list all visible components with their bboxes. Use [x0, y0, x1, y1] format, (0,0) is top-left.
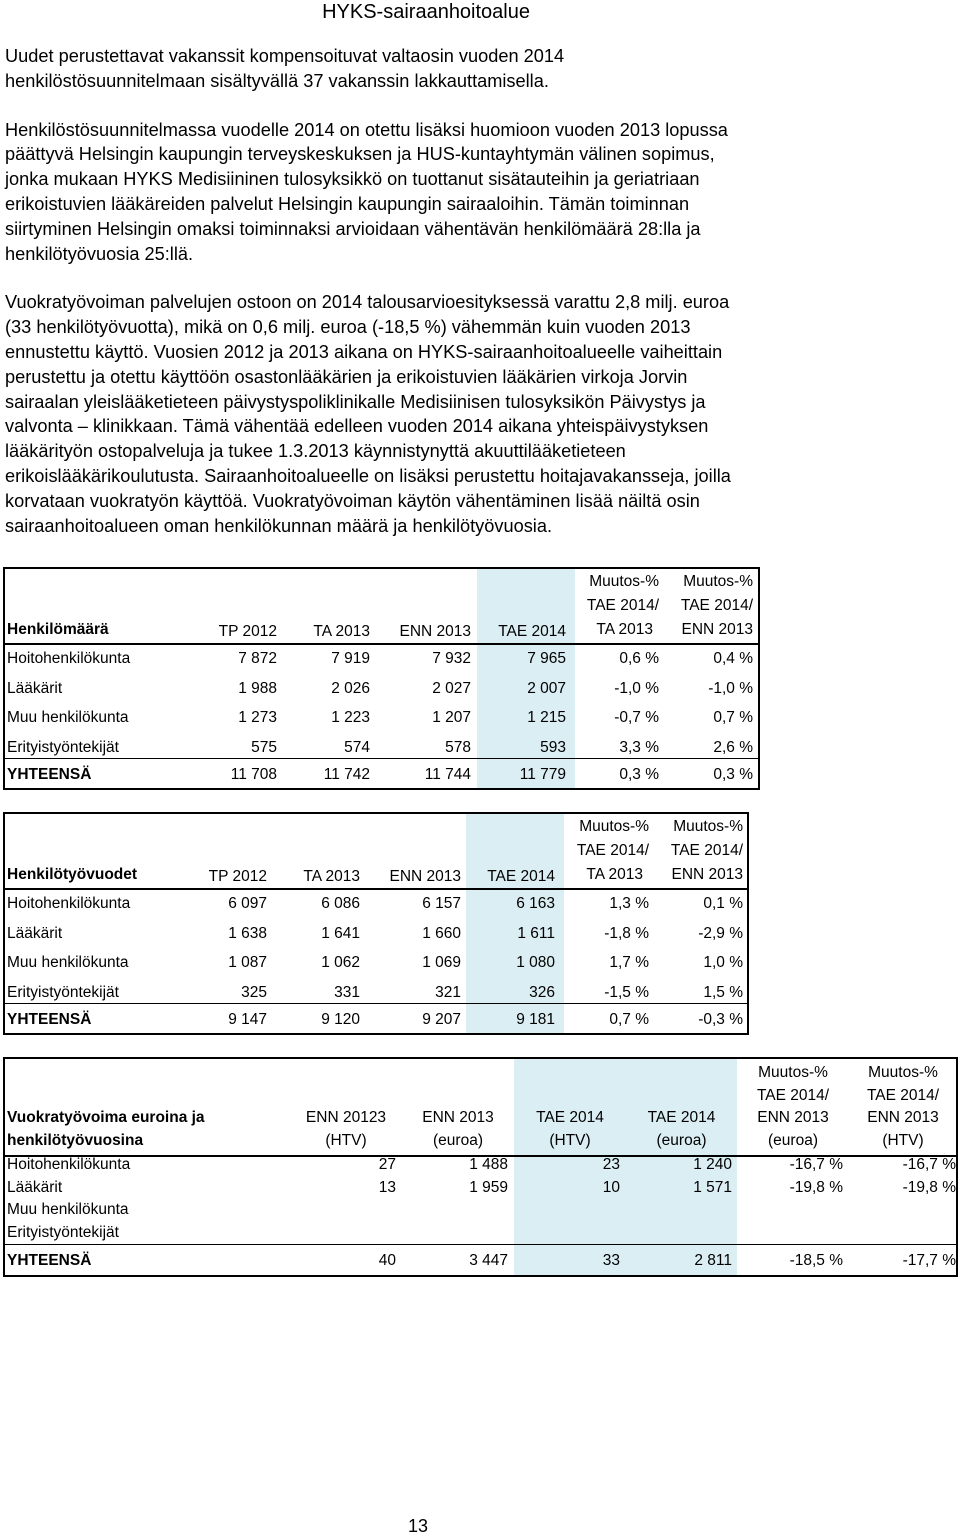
column-header: ENN 2013 [422, 1109, 494, 1126]
table-cell: 593 [540, 738, 566, 756]
table-cell: 40 [378, 1252, 396, 1269]
table-cell: 1,5 % [703, 983, 743, 1001]
table-cell: -1,8 % [604, 924, 649, 942]
table-cell: 2 007 [527, 679, 566, 697]
column-header: TAE 2014/ [586, 597, 659, 614]
column-header: ENN 2013 [757, 1109, 829, 1126]
table-cell: 1 660 [422, 924, 461, 942]
body-text [5, 44, 955, 562]
table-cell: -0,7 % [614, 709, 659, 726]
table-cell: 1 080 [516, 954, 555, 971]
column-header: Muutos-% [868, 1064, 938, 1081]
text-line: henkilöstösuunnitelmaan sisältyvällä 37 vakanssin lakkauttamisella. [5, 70, 549, 91]
column-header: (HTV) [549, 1132, 591, 1149]
table-cell: 11 742 [323, 766, 370, 783]
table-cell: 3 447 [469, 1252, 508, 1269]
table-cell: 1,0 % [703, 954, 743, 971]
column-header: (euroa) [768, 1132, 818, 1149]
text-line: päättyvä Helsingin kaupungin terveyskeskuksen ja HUS-kuntayhtymän välinen sopimus, [5, 144, 715, 165]
table-cell: 9 207 [422, 1011, 461, 1028]
row-label: YHTEENSÄ [7, 766, 92, 783]
table-cell: 6 163 [516, 895, 555, 912]
table-cell: -1,0 % [708, 679, 753, 697]
row-label: YHTEENSÄ [7, 1011, 92, 1028]
text-line: Uudet perustettavat vakanssit kompensoituvat valtaosin vuoden 2014 [5, 46, 565, 66]
column-header: Muutos-% [683, 573, 753, 590]
column-header: TAE 2014 [647, 1109, 716, 1126]
table-cell: 1 273 [238, 709, 277, 726]
table-cell: -2,9 % [698, 924, 743, 942]
table-cell: -0,3 % [698, 1011, 743, 1028]
row-label: Erityistyöntekijät [7, 983, 119, 1001]
table-cell: 575 [251, 738, 277, 756]
table-cell: 1 223 [331, 709, 370, 726]
column-header: ENN 2013 [389, 868, 461, 885]
table-cell: 7 872 [238, 650, 277, 667]
table-cell: -16,7 % [902, 1156, 956, 1173]
column-header: TAE 2014/ [670, 842, 743, 859]
column-header: ENN 2013 [681, 621, 753, 638]
table-cell: 6 157 [422, 895, 461, 912]
table-title: Henkilömäärä [7, 621, 109, 638]
column-header: ENN 2013 [867, 1109, 939, 1126]
table-title: Henkilötyövuodet [7, 866, 138, 883]
table-cell: 1 959 [469, 1178, 508, 1196]
column-header: ENN 20123 [305, 1109, 387, 1126]
text-line: sairaalan yleislääketieteen päivystyspoliklinikalle Medisiinisen tulosyksikön Päivystys ja [5, 391, 706, 412]
table-title: henkilötyövuosina [7, 1132, 144, 1149]
page-number-text: 13 [407, 1516, 429, 1536]
row-label: Lääkärit [7, 924, 63, 942]
text-line: valvonta – klinikkaan. Tämä vähentää edelleen vuoden 2014 aikana yhteispäivystyksen [5, 416, 709, 437]
text-line: lääkärityön ostopalveluja ja tukee 1.3.2013 käynnistynyttä akuuttilääketieteen [5, 441, 626, 462]
table-cell: 0,1 % [703, 895, 743, 912]
table-cell: 1 571 [693, 1178, 732, 1196]
table-cell: 326 [529, 983, 555, 1001]
table-cell: 325 [241, 983, 267, 1001]
page-header: HYKS-sairaanhoitoalue [322, 1, 530, 23]
table-henkilotyovuodet [3, 812, 749, 1035]
text-line: henkilötyövuosia 25:llä. [5, 243, 194, 264]
table-henkilomaara [3, 567, 760, 790]
paragraph [5, 118, 955, 267]
table-cell: 2 026 [331, 679, 370, 697]
row-label: Lääkärit [7, 1178, 63, 1196]
column-header: ENN 2013 [399, 623, 471, 640]
table-cell: -17,7 % [902, 1252, 956, 1269]
column-header: (euroa) [656, 1132, 707, 1149]
table-cell: 331 [334, 983, 360, 1001]
table-cell: 0,3 % [713, 766, 753, 783]
table-cell: 1 488 [469, 1156, 508, 1173]
table-cell: -1,0 % [614, 679, 659, 697]
table-cell: 2 027 [432, 679, 471, 697]
column-header: ENN 2013 [671, 866, 743, 883]
table-cell: 1 641 [321, 924, 360, 942]
row-label: Lääkärit [7, 679, 63, 697]
table-cell: 11 708 [230, 766, 277, 783]
table-title: Vuokratyövoima euroina ja [7, 1109, 205, 1126]
column-header: TAE 2014/ [756, 1087, 830, 1104]
table-cell: 6 086 [321, 895, 360, 912]
text-line: Henkilöstösuunnitelmassa vuodelle 2014 on otettu lisäksi huomioon vuoden 2013 lopussa [5, 119, 728, 140]
text-line: sairaanhoitoalueen oman henkilökunnan määrä ja henkilötyövuosia. [5, 515, 553, 536]
table-cell: 574 [344, 738, 370, 756]
column-header: Muutos-% [758, 1064, 828, 1081]
column-header: TAE 2014/ [680, 597, 753, 614]
column-header: TA 2013 [596, 621, 653, 638]
table-cell: 9 147 [228, 1011, 267, 1028]
row-label: Erityistyöntekijät [7, 738, 119, 756]
text-line: erikoistuvien lääkäreiden palvelut Helsingin kaupungin sairaaloihin. Tämän toiminnan [5, 193, 690, 214]
table-cell: 11 744 [424, 766, 471, 783]
row-label: Muu henkilökunta [7, 954, 129, 971]
table-cell: 2,6 % [713, 738, 753, 756]
table-cell: 6 097 [228, 895, 267, 912]
text-line: perustettu ja otettu käyttöön osastonlääkärien ja erikoistuvien lääkärien virkoja Jorvin [5, 366, 688, 387]
table-vuokratyovoima [3, 1057, 958, 1277]
table-cell: 321 [435, 983, 461, 1001]
row-label: Muu henkilökunta [7, 709, 129, 726]
table-cell: 10 [602, 1178, 620, 1196]
text-line: jonka mukaan HYKS Medisiininen tulosyksikkö on tuottanut sisätauteihin ja geriatriaan [5, 169, 700, 190]
table-cell: 578 [445, 738, 471, 756]
column-header: (HTV) [325, 1132, 367, 1149]
table-cell: 7 919 [331, 650, 370, 667]
table-cell: 1 207 [432, 709, 471, 726]
row-label: YHTEENSÄ [7, 1252, 92, 1269]
column-header: TAE 2014 [536, 1109, 604, 1126]
table-cell: 1 087 [228, 954, 267, 971]
column-header: TA 2013 [313, 623, 370, 640]
table-cell: 1,7 % [609, 954, 649, 971]
table-cell: 0,7 % [713, 709, 753, 726]
table-cell: 1 062 [321, 954, 360, 971]
table-cell: 1 215 [527, 709, 566, 726]
table-cell: 1 240 [693, 1156, 732, 1173]
column-header: TA 2013 [586, 866, 643, 883]
table-cell: 1 611 [517, 924, 555, 942]
table-cell: -19,8 % [789, 1178, 843, 1196]
table-cell: 2 811 [694, 1252, 732, 1269]
table-cell: -1,5 % [604, 983, 649, 1001]
row-label: Hoitohenkilökunta [7, 650, 131, 667]
text-line: erikoislääkärikoulutusta. Sairaanhoitoalueelle on lisäksi perustettu hoitajavakansseja, joilla [5, 465, 731, 486]
column-header: TP 2012 [208, 868, 267, 885]
table-cell: -18,5 % [789, 1252, 843, 1269]
page-number [0, 1515, 960, 1537]
paragraph [5, 44, 955, 94]
column-header: TAE 2014/ [576, 842, 649, 859]
table-cell: 27 [378, 1156, 396, 1173]
row-label: Hoitohenkilökunta [7, 1156, 131, 1173]
table-cell: 7 932 [432, 650, 471, 667]
table-cell: 33 [602, 1252, 620, 1269]
table-cell: 0,3 % [619, 766, 659, 783]
row-label: Muu henkilökunta [7, 1201, 129, 1218]
column-header: Muutos-% [579, 818, 649, 835]
table-cell: -19,8 % [902, 1178, 956, 1196]
table-cell: 3,3 % [619, 738, 659, 756]
column-header: TA 2013 [303, 868, 360, 885]
text-line: (33 henkilötyövuotta), mikä on 0,6 milj. euroa (-18,5 %) vähemmän kuin vuoden 2013 [5, 317, 691, 338]
table-cell: 1 988 [238, 679, 277, 697]
table-cell: 23 [602, 1156, 620, 1173]
table-cell: 11 779 [519, 766, 566, 783]
table-cell: 0,7 % [609, 1011, 649, 1028]
table-cell: 9 181 [516, 1011, 555, 1028]
table-cell: 1 069 [422, 954, 461, 971]
text-line: siirtyminen Helsingin omaksi toiminnaksi arvioidaan vähentävän henkilömäärä 28:lla ja [5, 218, 701, 239]
table-cell: 1 638 [228, 924, 267, 942]
table-cell: -16,7 % [789, 1156, 843, 1173]
text-line: korvataan vuokratyön käyttöä. Vuokratyövoiman käytön vähentäminen lisää näiltä osin [5, 490, 700, 511]
table-cell: 9 120 [321, 1011, 360, 1028]
row-label: Hoitohenkilökunta [7, 895, 131, 912]
column-header: (euroa) [433, 1132, 483, 1149]
column-header: TP 2012 [218, 623, 277, 640]
column-header: TAE 2014 [498, 623, 566, 640]
column-header: TAE 2014 [487, 868, 555, 885]
row-label: Erityistyöntekijät [7, 1223, 119, 1241]
paragraph [5, 290, 955, 538]
column-header: TAE 2014/ [866, 1087, 940, 1104]
table-cell: 7 965 [527, 650, 566, 667]
table-cell: 0,4 % [713, 650, 753, 667]
table-cell: 1,3 % [609, 895, 649, 912]
table-cell: 13 [378, 1178, 396, 1196]
column-header: (HTV) [882, 1132, 924, 1149]
text-line: Vuokratyövoiman palvelujen ostoon on 2014 talousarvioesityksessä varattu 2,8 milj. euroa [5, 292, 730, 313]
column-header: Muutos-% [673, 818, 743, 835]
table-cell: 0,6 % [619, 650, 659, 667]
text-line: ennustettu käyttö. Vuosien 2012 ja 2013 aikana on HYKS-sairaanhoitoalueelle vaiheittain [5, 341, 723, 362]
column-header: Muutos-% [589, 573, 659, 590]
